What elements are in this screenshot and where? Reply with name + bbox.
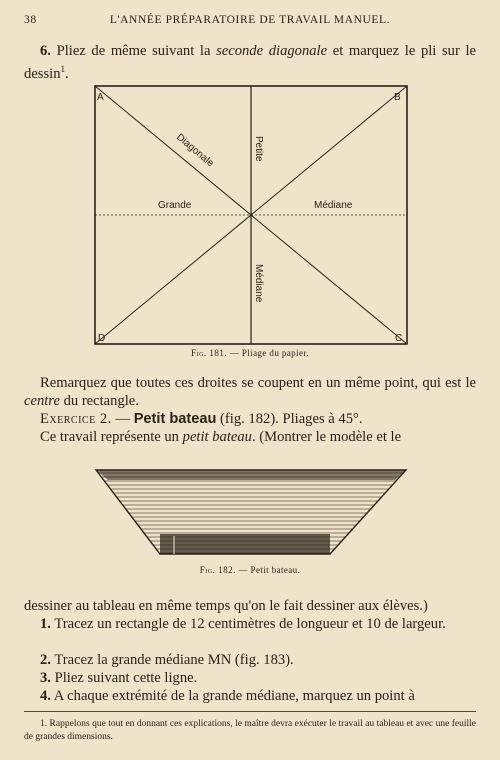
caption-text: — Pliage du papier. (227, 348, 309, 358)
step-text: Tracez un rectangle de 12 centimètres de longueur et 10 de largeur. (50, 616, 446, 632)
footnote-text: Rappelons que tout en donnant ces explications, le maître devra exécuter le travail au tableau et avec une feuille de grandes dimensions. (24, 719, 476, 742)
exercise-label: Exercice 2. (40, 411, 112, 427)
text: et marquez le pli sur le dessin (24, 43, 476, 82)
text: . (Montrer le modèle et le (251, 429, 402, 445)
text: Remarquez que toutes ces droites se coupent en un même point, qui est le (40, 375, 476, 391)
running-title: L'ANNÉE PRÉPARATOIRE DE TRAVAIL MANUEL. (109, 14, 391, 26)
grande-label: Grande (158, 200, 192, 211)
paragraph-continuation: dessiner au tableau en même temps qu'on le fait dessiner aux élèves.) (24, 598, 428, 614)
exercise-heading (24, 410, 476, 428)
step-3 (24, 669, 476, 687)
exercise-title: Petit bateau (133, 411, 217, 427)
step-1 (24, 615, 476, 633)
step-2 (24, 651, 476, 669)
step-number: 3. (40, 670, 51, 686)
boat-rim (96, 470, 406, 480)
corner-b-label: B (394, 92, 401, 103)
mediane-label-horizontal: Médiane (314, 200, 353, 211)
caption-text: — Petit bateau. (235, 565, 301, 575)
boat-keel (160, 534, 330, 554)
figure-182-boat (0, 460, 500, 560)
step-number: 1. (40, 616, 51, 632)
text: du rectangle. (59, 393, 139, 409)
text: Ce travail représente un (40, 429, 183, 445)
footnote (24, 718, 476, 744)
footnote-ref: 1 (60, 64, 65, 74)
text: (fig. 182). Pliages à 45°. (216, 411, 363, 427)
step-text: A chaque extrémité de la grande médiane, marquez un point à (50, 688, 415, 704)
paragraph-remark (24, 374, 476, 410)
caption-figure-number: Fig. 181. (191, 348, 228, 358)
figure-181-diagram (0, 0, 500, 360)
text: . (64, 65, 69, 82)
italic-text: petit bateau (182, 429, 252, 445)
footnote-divider (24, 711, 476, 712)
corner-d-label: D (98, 333, 106, 344)
step-number: 4. (40, 688, 51, 704)
text: Pliez de même suivant la (50, 43, 217, 59)
page-number: 38 (24, 14, 37, 26)
caption-figure-number: Fig. 182. (199, 565, 236, 575)
diagonale-label: Diagonale (174, 131, 216, 170)
step-text: Pliez suivant cette ligne. (50, 670, 198, 686)
figure-182-caption (0, 565, 500, 575)
step-number: 2. (40, 652, 51, 668)
corner-c-label: C (395, 333, 403, 344)
step-number: 6. (40, 43, 51, 59)
step-text: Tracez la grande médiane MN (fig. 183). (50, 652, 294, 668)
figure-181-caption (0, 348, 500, 358)
text: — (111, 411, 134, 427)
mediane-label-vertical: Médiane (253, 264, 264, 303)
paragraph-description (24, 428, 476, 446)
italic-text: centre (24, 393, 60, 409)
italic-text: seconde diagonale (216, 43, 328, 59)
step-4 (24, 687, 476, 705)
footnote-number: 1. (40, 719, 48, 729)
petite-label: Petite (253, 136, 264, 162)
corner-a-label: A (97, 92, 104, 103)
